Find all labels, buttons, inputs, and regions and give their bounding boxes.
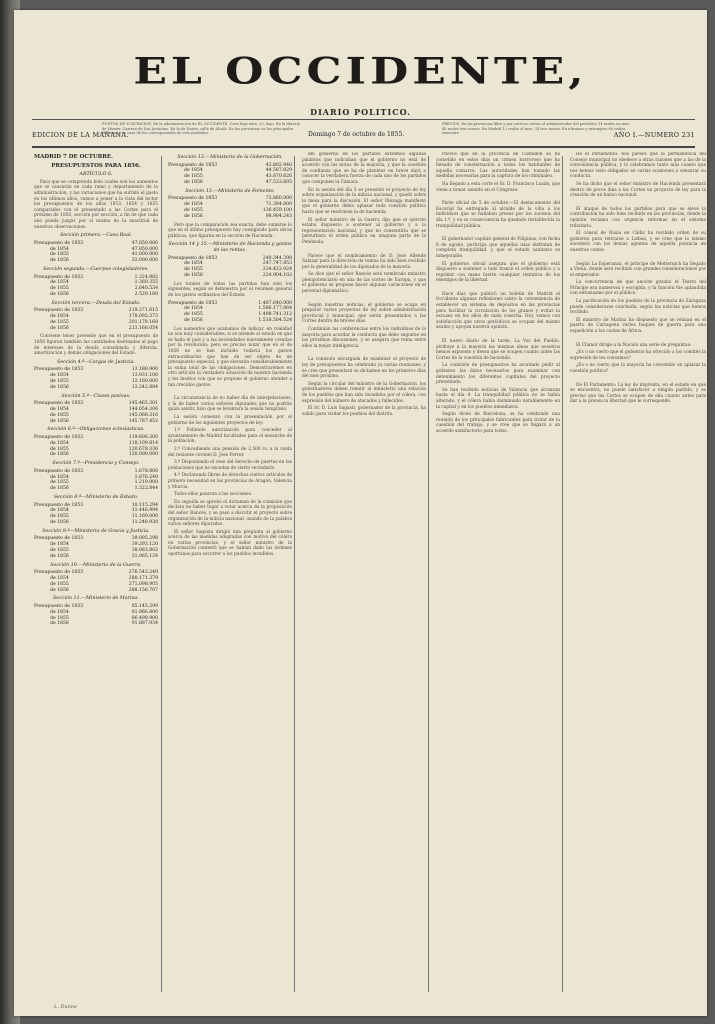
budget-year: de 1855: [50, 547, 69, 553]
paragraph: De El Parlamento: La ley de imprenta, en el estado en que se encuentra, no puede satisfacer a ningún partido, y es preciso que las Cortes se ocupen de ella cuanto antes para dar a la prensa la libertad que le corresponde.: [570, 382, 706, 405]
budget-amount: 41.000.000: [131, 252, 158, 258]
section-heading: Sección segunda.—Cuerpos colegisladores.: [43, 266, 149, 272]
section-heading: Sección 8.ª—Ministerio de Estado.: [53, 494, 139, 500]
budget-amount: 234.423.924: [262, 267, 292, 273]
paragraph: Los aumentos que acabamos de indicar, en realidad no son muy considerables, si se atiende al estado en que se halla el país y a las necesidades nuevamente creadas por la revolución; pero es preciso notar que en el de 1856 no se han incluido todavía los gastos extraordinarios que han de ser objeto de un presupuesto especial, y que elevarán considerablemente la suma total de las obligaciones. Demostraremos en otro artículo la verdadera situación de nuestra hacienda y los medios con que se propone el gobierno atender a tan crecidos gastos.: [168, 326, 292, 388]
budget-row: [34, 452, 158, 458]
subscription-prices: PRECIOS. En las provincias libre y por correos cuesta al administrador del periódico 14 reales un mes, 40 reales tres meses. En Madrid 12 reales al mes, 34 tres meses. En ultramar y extranjero 60 reales trimestre.: [442, 122, 631, 136]
budget-amount: 47.850.000: [131, 246, 158, 252]
paragraph: El gobernador capitán general de Filipinas, con fecha 8 de agosto, participa que aquellas islas disfrutan de completa tranquilidad, y que el estado sanitario es inmejorable.: [436, 237, 560, 259]
section-heading: Sección 7.ª—Presidencia y Consejo.: [52, 461, 140, 467]
section-heading: Sección 11.—Ministerio de Marina.: [52, 596, 139, 602]
budget-table: [34, 241, 158, 264]
budget-year: Presupuesto de 1853: [34, 435, 84, 440]
budget-year: de 1854: [50, 314, 69, 320]
budget-year: de 1856: [50, 452, 69, 458]
budget-table: [168, 301, 292, 324]
budget-amount: 38.083.802: [131, 547, 158, 553]
budget-table: [34, 503, 158, 526]
budget-amount: 1.369.355: [134, 280, 158, 286]
budget-amount: 1.324.882: [134, 274, 158, 280]
budget-amount: 85.145.299: [131, 603, 158, 609]
paragraph: Todos ellos pasaron a las secciones.: [174, 492, 253, 498]
budget-amount: 1.322.844: [134, 486, 158, 492]
budget-year: de 1856: [50, 587, 69, 593]
budget-amount: 12.160.000: [131, 379, 158, 385]
paragraph: 1.º Pidiendo autorización para conceder al ayuntamiento de Madrid facultades para el ensanche de la población.: [168, 428, 292, 445]
budget-year: Presupuesto de 1853: [34, 274, 84, 280]
paragraph: Se dice que el señor Rancés será nombrado ministro plenipotenciario en una de las cortes de Europa, y que el gobierno se propone hacer algunas variaciones en el personal diplomático.: [302, 272, 426, 295]
budget-amount: 43.870.626: [265, 174, 292, 180]
budget-year: Presupuesto de 1853: [34, 603, 84, 609]
paragraph: 4.º Declarando libres de derechos ciertos artículos de primera necesidad en las provincias de Aragón, Valencia y Murcia.: [168, 473, 292, 490]
budget-row: [168, 273, 292, 279]
budget-amount: 120.000.000: [128, 452, 158, 458]
budget-row: [34, 292, 158, 298]
budget-row: [168, 318, 292, 324]
budget-table: [34, 604, 158, 627]
budget-year: de 1854: [50, 280, 69, 286]
budget-amount: 224.904.102: [262, 272, 292, 278]
budget-year: de 1854: [50, 609, 69, 615]
budget-amount: 71.384.000: [265, 202, 292, 208]
budget-amount: 1.678.800: [134, 468, 158, 474]
budget-amount: 178.092.373: [128, 314, 158, 320]
library-mark: L. Dunne: [54, 1004, 78, 1010]
paragraph: El gobierno oficial asegura que el gobierno está dispuesto a sostener a todo trance el orden público y a reprimir con mano fuerte cualquier tentativa de los enemigos de la libertad.: [436, 261, 560, 284]
budget-year: de 1855: [50, 319, 69, 325]
budget-year: Presupuesto de 1853: [168, 255, 218, 261]
paragraph: La circunstancia de no haber dia de interpelaciones, y la de haber varios señores diputados que no podrán quizá asistir, hizo que se levantara la sesión temprano.: [168, 396, 292, 413]
paragraph: Según dicen de Barcelona, se ha celebrado una reunión de los principales fabricantes para tratar de la cuestión del trabajo, y se cree que se llegará a un acuerdo satisfactorio para todos.: [436, 412, 560, 434]
budget-year: de 1855: [184, 207, 203, 213]
budget-year: Presupuesto de 1853: [34, 536, 84, 542]
info-bar: [32, 119, 695, 148]
paragraph: Ha llegado a esta corte el Sr. D. Francisco Luxán, que viene a tomar asiento en el Congreso.: [436, 181, 560, 193]
paragraph: ¿Es o no cierto que la mayoría ha convenido en aplazar la cuestión política?: [570, 363, 706, 374]
budget-amount: 1.498.741.312: [258, 312, 292, 318]
budget-year: Presupuesto de 1853: [34, 468, 84, 474]
budget-year: de 1854: [50, 373, 69, 379]
date-line: MADRID 7 DE OCTUBRE.: [34, 154, 113, 160]
paragraph: Parece que el nombramiento de D. José Allende Salazar para la dirección de rentas ha sido bien recibido por la generalidad de los diputados de la mayoría.: [302, 253, 426, 270]
budget-year: de 1856: [50, 519, 69, 525]
budget-amount: 136.459.100: [262, 207, 292, 213]
paragraph: Según La Esperanza, el príncipe de Metternich ha llegado a Viena, donde será recibido con grandes consideraciones por el emperador.: [570, 261, 706, 278]
paragraph: Los totales de todas las partidas han sido los siguientes, según se demuestra por el resumen general de los gastos ordinarios del Estado:: [168, 281, 292, 298]
budget-year: de 1854: [50, 440, 69, 446]
paragraph: En seguida se aprobó el dictamen de la comisión que declara no haber lugar a votar acerca de la proposición del señor Rancés, y se pasó a discutir el proyecto sobre organización de la milicia nacional, usando de la palabra varios señores diputados.: [168, 499, 292, 528]
masthead-subtitle: DIARIO POLITICO.: [310, 107, 411, 117]
budget-year: de 1856: [50, 621, 69, 627]
budget-year: Presupuesto de 1853: [168, 162, 218, 168]
budget-year: de 1856: [50, 418, 69, 424]
budget-table: [34, 570, 158, 593]
budget-year: de 1854: [184, 168, 203, 174]
budget-table: [168, 196, 292, 219]
budget-amount: 1.219.900: [134, 480, 158, 486]
paragraph: El Clamor dirige a la Nación una serie de preguntas:: [576, 342, 692, 348]
budget-amount: 1.586.177.864: [258, 306, 292, 312]
budget-year: de 1854: [50, 542, 69, 548]
paragraph: Pero que la comparación sea exacta, debe sumarse lo que en el último presupuesto hay consignado para obras públicas, que figuran en la sección de Hacienda.: [168, 222, 292, 239]
budget-year: Presupuesto de 1853: [34, 367, 84, 373]
budget-year: de 1856: [50, 384, 69, 390]
budget-amount: 13.180.900: [131, 367, 158, 373]
section-heading: Sección 4.ª—Cargas de Justicia.: [57, 359, 135, 365]
section-heading: Sección 13.—Ministerio de Fomento.: [185, 188, 275, 194]
section-heading: Sección 14 y 15.—Ministerio de Hacienda y gastos de las rentas.: [168, 242, 292, 253]
budget-table: [34, 469, 158, 492]
budget-amount: 120.678.336: [128, 446, 158, 452]
paragraph: El señor Sagasta dirigió una pregunta al gobierno acerca de las medidas adoptadas con motivo del cólera en varias provincias, y el señor ministro de la Gobernación contestó que se habían dado las órdenes oportunas para socorrer a los pueblos invadidos.: [168, 529, 292, 558]
budget-year: de 1855: [50, 514, 69, 520]
budget-year: Presupuesto de 1853: [34, 308, 84, 314]
budget-table: [168, 163, 292, 186]
budget-year: de 1856: [184, 272, 203, 278]
budget-row: [168, 214, 292, 220]
budget-year: de 1856: [184, 213, 203, 219]
budget-amount: 2.529.180: [134, 291, 158, 297]
budget-table: [168, 256, 292, 279]
budget-amount: 119.606.300: [128, 435, 158, 440]
paragraph: Según la circular del ministro de la Gobernación, los gobernadores deben remitir al ministerio una relación de los pueblos que han sido invadidos por el cólera, con expresión del número de atacados y fallecidos.: [302, 381, 426, 404]
budget-year: de 1855: [50, 480, 69, 486]
budget-amount: 86.498.900: [131, 615, 158, 621]
paragraph: 2.º Concediendo una pensión de 2,500 rs. a la viuda del teniente coronel D. José Ferrer.: [168, 446, 292, 458]
paragraph: En la sesión del día 5 se presentó el proyecto de ley sobre organización de la milicia nacional, y quedó sobre la mesa para la discusión. El señor Olózaga manifestó que el gobierno debía aplazar toda cuestión política hasta que se resolviese la de hacienda.: [302, 187, 426, 215]
budget-year: de 1856: [184, 179, 203, 185]
paragraph: Se han recibido noticias de Valencia que alcanzan hasta el día 4. La tranquilidad pública no se había alterado, y el cólera había disminuido notablemente en la capital y en los pueblos inmediatos.: [436, 387, 560, 410]
budget-amount: 276.543.249: [128, 570, 158, 576]
paragraph: La concurrencia de que anoche gozaba el Teatro del Príncipe era numerosa y escogida, y la función fue aplaudida con entusiasmo por el público.: [570, 280, 706, 297]
budget-year: Presupuesto de 1853: [34, 502, 84, 508]
budget-row: [34, 588, 158, 594]
paragraph: Conviene tener presente que en el presupuesto de 1856 figuran también las cantidades destinadas al pago de intereses de la deuda consolidada y diferida, amortización y demás obligaciones del Estado.: [34, 334, 158, 357]
budget-amount: 44.587.829: [265, 168, 292, 174]
budget-row: [34, 326, 158, 332]
budget-row: [168, 180, 292, 186]
budget-year: de 1855: [50, 446, 69, 452]
budget-row: [34, 621, 158, 627]
paragraph: Hace días que publicó un boletín de Madrid el Occidente algunas reflexiones sobre la conveniencia de establecer un sistema de depósitos en las provincias para facilitar la circulación de los granos y evitar la escasez en los años de mala cosecha. Hoy vemos con satisfacción que otros periódicos se ocupan del mismo asunto y apoyan nuestra opinión.: [436, 291, 560, 331]
edition-label: EDICION DE LA MAÑANA.: [32, 131, 129, 139]
article-heading: PRESUPUESTOS PARA 1856.: [51, 162, 141, 169]
budget-year: Presupuesto de 1853: [34, 570, 84, 576]
budget-year: de 1855: [50, 412, 69, 418]
paragraph: El ministro de Marina ha dispuesto que se reúnan en el puerto de Cartagena varios buques de guerra para una expedición a las costas de África.: [570, 317, 706, 335]
budget-amount: 10.115.294: [131, 502, 158, 508]
budget-amount: 271.098.905: [128, 581, 158, 587]
budget-year: de 1856: [50, 258, 69, 264]
section-heading: Sección primera.—Casa Real.: [59, 233, 133, 239]
paragraph: El nuevo diario de la tarde, La Voz del Pueblo, atribuye a la mayoría las mismas ideas que nosotros hemos expuesto y desea que se ocupen cuanto antes las Cortes de la cuestión de hacienda.: [436, 339, 560, 361]
budget-year: de 1855: [50, 286, 69, 292]
column-3: [302, 152, 426, 996]
budget-amount: 33.000.000: [131, 258, 158, 264]
budget-amount: 247.747.853: [262, 261, 292, 267]
section-heading: Sección 6.ª—Obligaciones eclesiásticas.: [47, 427, 145, 433]
budget-table: [34, 536, 158, 559]
budget-year: de 1855: [50, 581, 69, 587]
section-heading: Sección 9.ª—Ministerio de Gracia y Justicia.: [42, 528, 150, 534]
budget-year: de 1856: [50, 486, 69, 492]
budget-year: Presupuesto de 1853: [34, 240, 84, 246]
paragraph: Según nuestras noticias, el gobierno se ocupa en preparar varios proyectos de ley sobre administración provincial y municipal, que serán presentados a las Cortes dentro de breves días.: [302, 302, 426, 325]
issue-number: AÑO I.—NUMERO 231: [613, 131, 695, 139]
paragraph: El señor ministro de la Guerra dijo que el ejército estaba dispuesto a sostener al gobierno y a la representación nacional, y que no consentiría que se perturbara el orden público en ninguna parte de la Península.: [302, 217, 426, 245]
paragraph: De el Parlamento: nos parece que la permanencia del Consejo municipal no obedece a otras razones que a las de la conveniencia pública, y lo celebramos tanto más cuanto que nos hemos visto obligados en varias ocasiones a censurar su conducta.: [570, 152, 706, 180]
budget-amount: 39.293.120: [131, 542, 158, 548]
section-heading: Sección tercera.—Deuda del Estado.: [51, 300, 141, 306]
budget-amount: 47.850.000: [131, 240, 158, 246]
budget-amount: 31.065.134: [131, 553, 158, 559]
paragraph: La comisión de presupuestos ha acordado pedir al gobierno los datos necesarios para examinar con detenimiento los diferentes capítulos del proyecto presentado.: [436, 363, 560, 386]
article-subheading: ARTÍCULO 6.: [79, 172, 113, 178]
budget-year: de 1854: [184, 202, 203, 208]
budget-row: [34, 554, 158, 560]
budget-table: [34, 275, 158, 298]
paragraph: 3.º Disponiendo el cese del derecho de puertas en las poblaciones que no excedan de cierto vecindario.: [168, 460, 292, 471]
budget-amount: 1.876.240: [134, 474, 158, 480]
budget-amount: 145.068.316: [128, 412, 158, 418]
budget-year: de 1854: [184, 261, 203, 267]
budget-amount: 13.242.884: [131, 384, 158, 390]
budget-year: de 1856: [50, 553, 69, 559]
budget-amount: 213.168.054: [128, 325, 158, 331]
budget-amount: 13.931.100: [131, 373, 158, 379]
budget-year: de 1856: [50, 325, 69, 331]
budget-year: de 1855: [184, 312, 203, 318]
column-2: [168, 152, 292, 996]
budget-amount: 240.344.398: [262, 255, 292, 261]
budget-amount: 145.787.452: [128, 418, 158, 424]
budget-amount: 73.860.000: [265, 196, 292, 202]
budget-amount: 1.487.640.000: [258, 300, 292, 306]
budget-year: de 1854: [50, 575, 69, 581]
budget-year: Presupuesto de 1853: [168, 196, 218, 202]
budget-row: [34, 520, 158, 526]
article-columns: [32, 152, 706, 996]
subscription-points: PUNTOS DE SUSCRICION. En la administración de EL OCCIDENTE, Cava baja núm. 20, bajo. En la librería de Monier, Carrera de San Jerónimo. En la de Durán, calle de Alcalá. En las provincias en las principales librerías y en casa de los corresponsales de este periódico.: [102, 122, 300, 136]
budget-amount: 201.178.168: [128, 319, 158, 325]
budget-amount: 288.156.707: [128, 587, 158, 593]
paragraph: El ataque de todos los partidos para que se eleve la contribución ha sido bien recibido en las provincias, donde la opinión reclama con urgencia reformas en el sistema tributario.: [570, 206, 706, 229]
budget-amount: 1.518.504.524: [258, 317, 292, 323]
column-5: [570, 152, 706, 996]
budget-year: de 1855: [184, 174, 203, 180]
paragraph: La sesión comenzó con la presentación por el gobierno de los siguientes proyectos de ley:: [168, 415, 292, 426]
paragraph: Se ha dicho que el señor ministro de Hacienda presentará dentro de pocos días a las Cortes un proyecto de ley para la creación de un banco nacional.: [570, 181, 706, 199]
paragraph: La pacificación de los pueblos de la provincia de Zaragoza puede considerarse concluida, según las noticias que hemos recibido.: [570, 299, 706, 316]
budget-amount: 11.446.994: [131, 508, 158, 514]
budget-amount: 118.109.814: [128, 440, 158, 446]
budget-amount: 11.248.938: [131, 519, 158, 525]
budget-year: de 1854: [50, 508, 69, 514]
budget-amount: 91.887.934: [131, 621, 158, 627]
budget-year: de 1854: [50, 246, 69, 252]
budget-year: de 1856: [50, 291, 69, 297]
budget-amount: 98.904.243: [265, 213, 292, 219]
budget-amount: 219.271.615: [128, 308, 158, 314]
issue-date: Domingo 7 de octubre de 1855.: [308, 131, 405, 138]
budget-year: de 1854: [50, 407, 69, 413]
budget-table: [34, 435, 158, 458]
budget-amount: 11.169.000: [131, 514, 158, 520]
budget-amount: 145.465.301: [128, 401, 158, 407]
budget-amount: 144.654.306: [128, 407, 158, 413]
budget-table: [34, 308, 158, 331]
section-heading: Sección 12.—Ministerio de la Gobernación.: [177, 155, 283, 160]
budget-year: Presupuesto de 1853: [168, 300, 218, 306]
budget-table: [34, 367, 158, 390]
budget-amount: 81.966.800: [131, 609, 158, 615]
paragraph: Continúan las conferencias entre los individuos de la mayoría para acordar la conducta que debe seguirse en las próximas discusiones, y se asegura que reina entre ellos la mejor inteligencia.: [302, 327, 426, 349]
paragraph: Para que se comprenda bien cuales son los aumentos que se causarán en cada ramo y departamento de la administración, y las variaciones que ha sufrido el gasto en los últimos años, vamos a poner a la vista del lector los presupuestos de los años 1853, 1854 y 1855 comparados con el presentado a las Cortes para el próximo de 1856, sección por sección, a fin de que cada uno pueda juzgar por sí mismo de la exactitud de nuestras observaciones.: [34, 179, 158, 230]
budget-year: de 1855: [50, 252, 69, 258]
paragraph: El cónsul de Rusia en Cádiz ha recibido orden de su gobierno para retirarse a Lisboa, y se cree que lo mismo sucederá con los demás agentes de aquella potencia en nuestras costas.: [570, 231, 706, 253]
budget-row: [34, 258, 158, 264]
column-4: [436, 152, 560, 996]
paragraph: Parece que en la provincia de Castellón se ha cometido en estos días un crimen horroroso que ha llenado de consternación a todos los habitantes de aquella comarca. Las autoridades han tomado las medidas necesarias para la captura de los criminales.: [436, 152, 560, 180]
budget-year: de 1854: [50, 474, 69, 480]
masthead-title: EL OCCIDENTE,: [133, 50, 588, 93]
paragraph: La comisión encargada de examinar el proyecto de ley de presupuestos ha celebrado ya varias reuniones, y se cree que presentará su dictamen en los primeros días del mes próximo.: [302, 357, 426, 380]
section-heading: Sección 5.ª—Clases pasivas.: [61, 393, 131, 399]
paragraph: El Sr. D. Luis Sagasti, gobernador de la provincia, ha salido para visitar los pueblos del distrito.: [302, 406, 426, 417]
budget-year: de 1855: [50, 379, 69, 385]
budget-amount: 43.802.940: [265, 162, 292, 168]
budget-amount: 2.640.534: [134, 286, 158, 292]
budget-year: de 1856: [184, 317, 203, 323]
column-1: [34, 152, 158, 996]
section-heading: Sección 10.—Ministerio de la Guerra.: [50, 562, 142, 568]
budget-row: [34, 385, 158, 391]
budget-year: de 1854: [184, 306, 203, 312]
newspaper-page: [14, 10, 707, 1016]
paragraph: Parte oficial de 5 de octubre.—El destacamento del Escorial ha entregado al alcalde de la villa a los individuos que se hallaban presos por los sucesos del día 1.º, y en su consecuencia ha quedado restablecida la tranquilidad pública.: [436, 201, 560, 229]
budget-amount: 280.171.379: [128, 575, 158, 581]
paragraph: ¿Es o no cierto que el gobierno ha ofrecido a los comités la supresión de los consumos?: [570, 350, 706, 361]
budget-amount: 47.533.605: [265, 179, 292, 185]
budget-row: [34, 486, 158, 492]
paragraph: del gobierno en los partidos extremos algunas palabras que indicaban que el gobierno no está de acuerdo con las miras de la mayoría, y que la cuestión de confianza que se ha de plantear en breve dará a conocer la verdadera fuerza de cada uno de los partidos que componen la Cámara.: [302, 152, 426, 185]
budget-amount: 39.095.298: [131, 536, 158, 542]
budget-year: de 1855: [184, 267, 203, 273]
budget-row: [34, 419, 158, 425]
budget-year: Presupuesto de 1853: [34, 401, 84, 407]
budget-table: [34, 401, 158, 424]
budget-year: de 1855: [50, 615, 69, 621]
